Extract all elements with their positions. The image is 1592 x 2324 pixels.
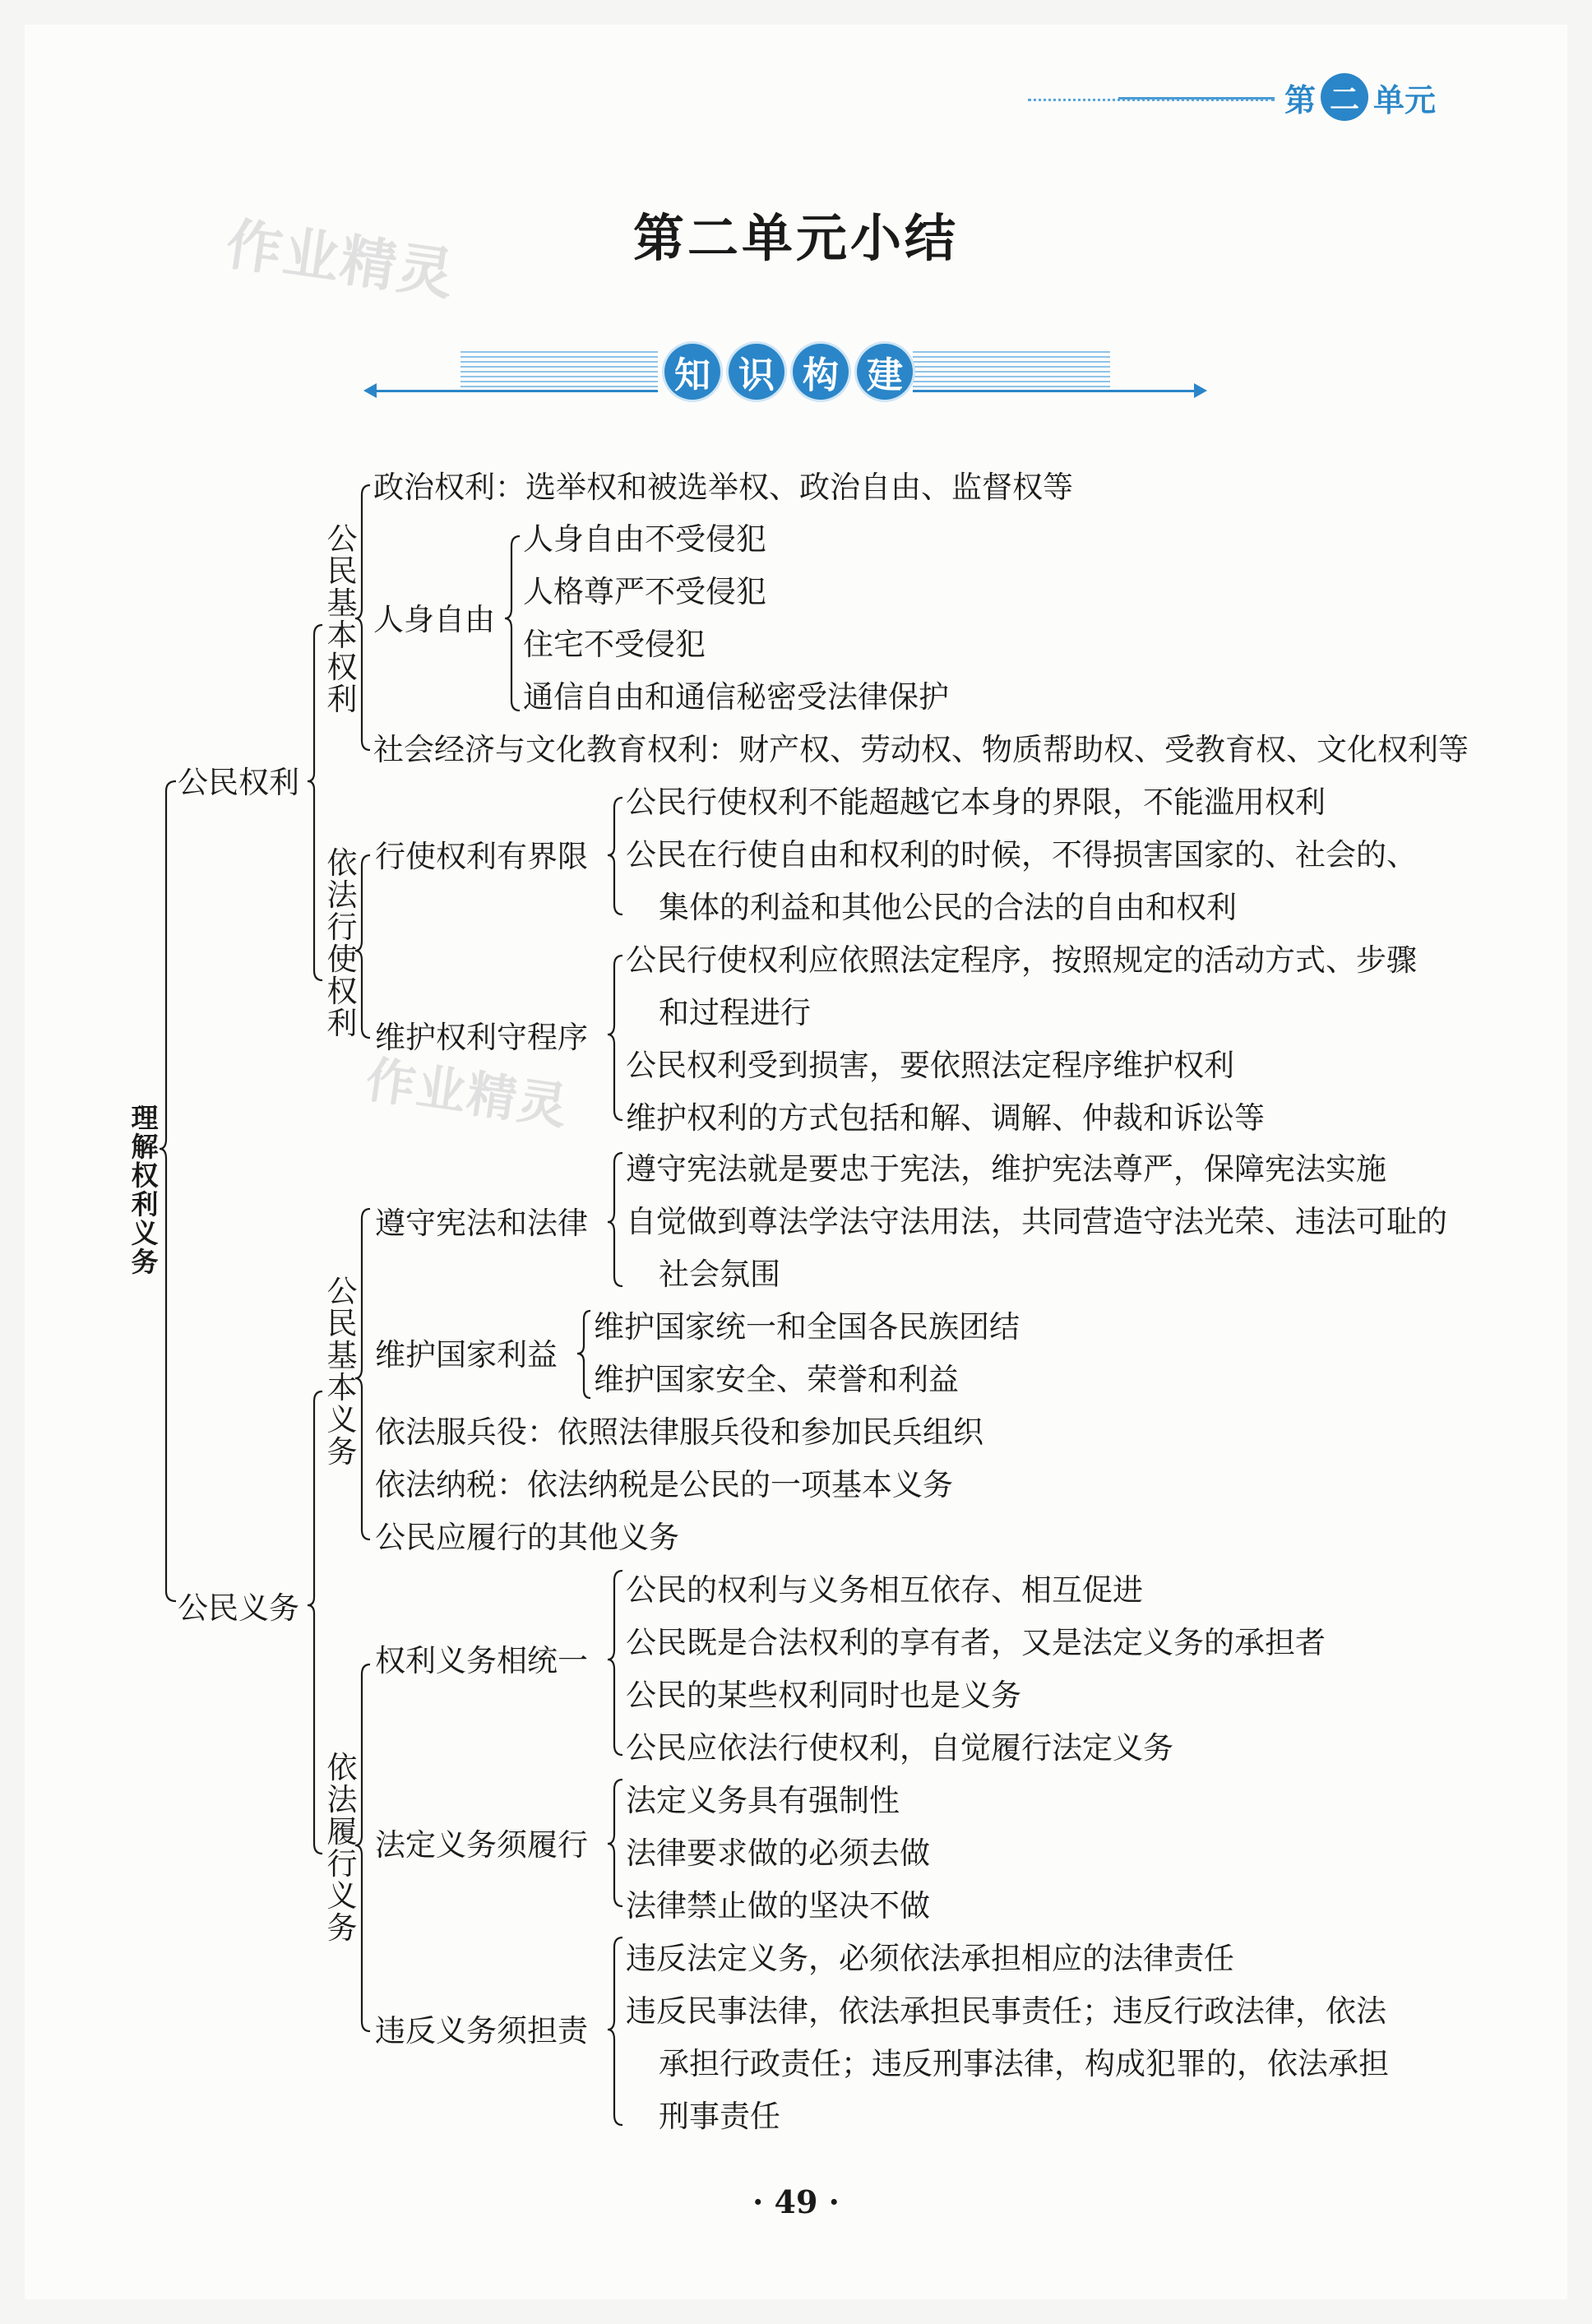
violate-line: 违反民事法律，依法承担民事责任；违反行政法律，依法	[626, 1993, 1386, 2029]
basic-rights-label: 公民基本权利	[326, 521, 358, 717]
personal-item: 住宅不受侵犯	[523, 627, 706, 662]
law-line: 社会氛围	[659, 1257, 780, 1292]
arrow-left-icon	[363, 383, 377, 398]
section-char: 构	[793, 344, 849, 400]
unity-line: 公民应依法行使权利，自觉履行法定义务	[626, 1730, 1173, 1766]
unity-line: 公民既是合法权利的享有者，又是法定义务的承担者	[626, 1625, 1326, 1660]
header-line	[1118, 97, 1275, 100]
unity-label: 权利义务相统一	[375, 1643, 588, 1678]
unit-suffix: 单元	[1373, 81, 1437, 118]
watermark: 作业精灵	[222, 211, 460, 309]
page-number: · 49 ·	[752, 2183, 840, 2220]
exercise-rights-label: 依法行使权利	[326, 845, 358, 1041]
tree-root: 理解权利义务	[131, 1102, 159, 1278]
procedure-label: 维护权利守程序	[375, 1020, 588, 1055]
procedure-line: 维护权利的方式包括和解、调解、仲裁和诉讼等	[626, 1100, 1265, 1136]
personal-item: 人格尊严不受侵犯	[523, 574, 766, 609]
nation-line: 维护国家统一和全国各民族团结	[594, 1309, 1020, 1345]
must-line: 法律要求做的必须去做	[626, 1836, 930, 1871]
section-banner	[664, 344, 913, 400]
tax-duty: 依法纳税：依法纳税是公民的一项基本义务	[375, 1467, 953, 1502]
procedure-line: 公民行使权利应依照法定程序，按照规定的活动方式、步骤	[626, 942, 1417, 978]
law-label: 遵守宪法和法律	[375, 1206, 588, 1241]
personal-item: 通信自由和通信秘密受法律保护	[523, 679, 949, 715]
must-label: 法定义务须履行	[375, 1827, 588, 1863]
procedure-line: 公民权利受到损害，要依照法定程序维护权利	[626, 1048, 1234, 1083]
basic-duties-label: 公民基本义务	[326, 1274, 358, 1470]
law-line: 自觉做到尊法学法守法用法，共同营造守法光荣、违法可耻的	[626, 1204, 1447, 1239]
watermark: 作业精灵	[362, 1051, 572, 1137]
violate-line: 刑事责任	[659, 2099, 780, 2134]
banner-decoration	[913, 350, 1110, 387]
other-duty: 公民应履行的其他义务	[375, 1520, 679, 1555]
section-char: 建	[857, 344, 913, 400]
unity-line: 公民的某些权利同时也是义务	[626, 1678, 1021, 1713]
bound-label: 行使权利有界限	[375, 839, 588, 874]
section-char: 知	[664, 344, 720, 400]
arrow-right-icon	[1194, 383, 1207, 398]
banner-decoration	[460, 350, 658, 387]
rights-label: 公民权利	[178, 765, 299, 800]
military-duty: 依法服兵役：依照法律服兵役和参加民兵组织	[375, 1414, 983, 1450]
section-char: 识	[729, 344, 784, 400]
violate-label: 违反义务须担责	[375, 2013, 588, 2049]
social-rights: 社会经济与文化教育权利：财产权、劳动权、物质帮助权、受教育权、文化权利等	[373, 732, 1469, 767]
bound-line: 公民行使权利不能超越它本身的界限，不能滥用权利	[626, 785, 1326, 820]
unit-number: 二	[1321, 73, 1368, 121]
must-line: 法律禁止做的坚决不做	[626, 1888, 930, 1924]
banner-line	[370, 390, 658, 392]
nation-line: 维护国家安全、荣誉和利益	[594, 1362, 959, 1397]
unity-line: 公民的权利与义务相互依存、相互促进	[626, 1572, 1143, 1608]
unit-badge	[1284, 72, 1436, 122]
must-line: 法定义务具有强制性	[626, 1783, 900, 1818]
bound-line: 公民在行使自由和权利的时候，不得损害国家的、社会的、	[626, 837, 1417, 873]
unit-prefix: 第	[1284, 81, 1317, 118]
violate-line: 违反法定义务，必须依法承担相应的法律责任	[626, 1941, 1234, 1976]
violate-line: 承担行政责任；违反刑事法律，构成犯罪的，依法承担	[659, 2046, 1389, 2081]
page-title: 第二单元小结	[632, 208, 959, 268]
political-rights: 政治权利：选举权和被选举权、政治自由、监督权等	[373, 470, 1073, 505]
duties-label: 公民义务	[178, 1590, 299, 1626]
personal-item: 人身自由不受侵犯	[523, 521, 766, 557]
perform-duties-label: 依法履行义务	[326, 1750, 358, 1946]
procedure-line: 和过程进行	[659, 995, 811, 1030]
banner-line	[913, 390, 1196, 392]
bound-line: 集体的利益和其他公民的合法的自由和权利	[659, 890, 1237, 925]
law-line: 遵守宪法就是要忠于宪法，维护宪法尊严，保障宪法实施	[626, 1151, 1386, 1187]
nation-label: 维护国家利益	[375, 1337, 558, 1373]
personal-freedom-label: 人身自由	[373, 602, 495, 637]
